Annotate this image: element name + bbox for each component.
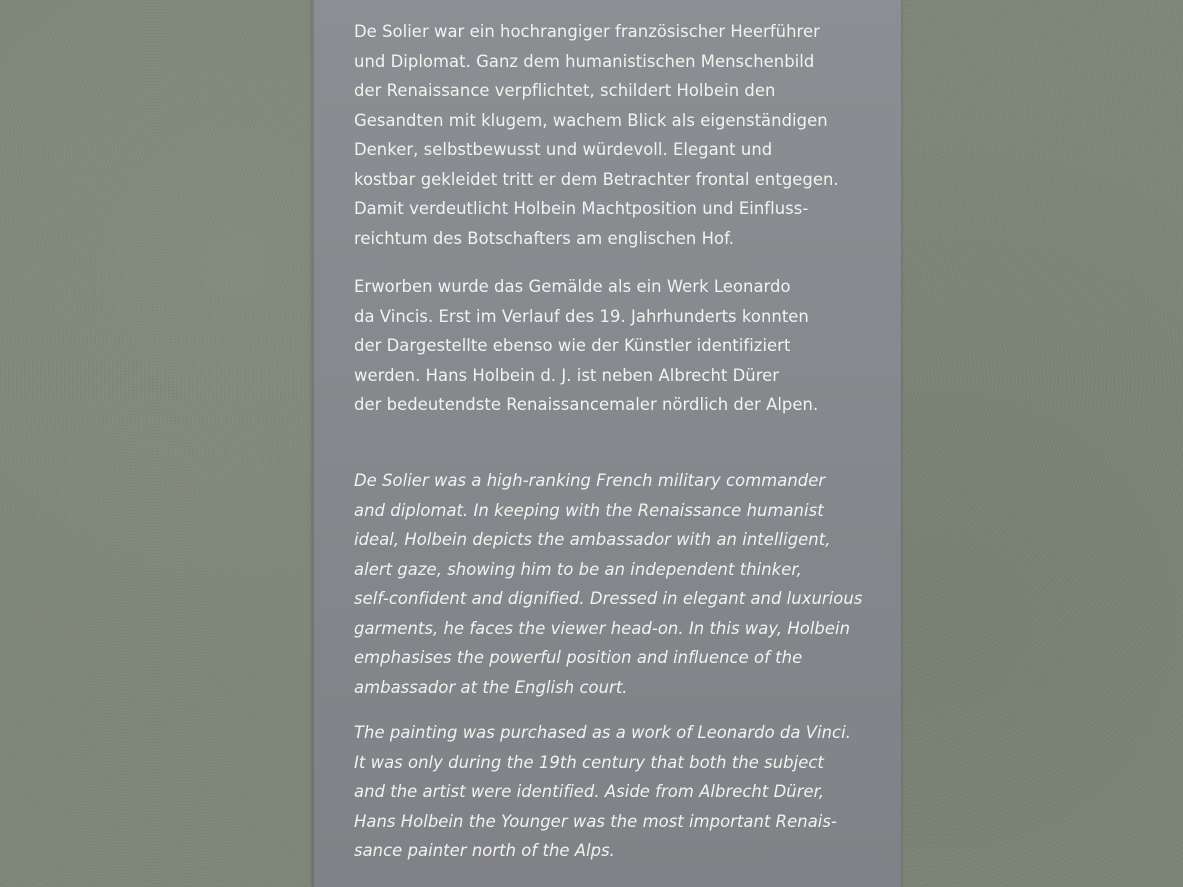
german-paragraph-2: Erworben wurde das Gemälde als ein Werk Leonardo da Vincis. Erst im Verlauf des 19. Jahrhunderts konnten der Dargestellte ebenso wie der Künstler identifiziert werden. Hans Holbein d. J. ist neben Albrecht Dürer der bedeutendste Renaissancemaler nördlich der Alpen. bbox=[354, 277, 819, 414]
museum-label-panel bbox=[312, 0, 901, 887]
english-paragraph-2: The painting was purchased as a work of Leonardo da Vinci. It was only during the 19th century that both the subject and the artist were identified. Aside from Albrecht Dürer, Hans Holbein the Younger was the most important Renais- sance painter north of the Alps. bbox=[354, 723, 851, 860]
panel-edge-shadow bbox=[312, 0, 314, 887]
german-paragraph-1: De Solier war ein hochrangiger französischer Heerführer und Diplomat. Ganz dem humanistischen Menschenbild der Renaissance verpflichtet, schildert Holbein den Gesandten mit klugem, wachem Blick als eigenständigen Denker, selbstbewusst und würdevoll. Elegant und kostbar gekleidet tritt er dem Betrachter frontal entgegen. Damit verdeutlicht Holbein Machtposition und Einfluss- reichtum des Botschafters am englischen Hof. bbox=[354, 22, 839, 248]
english-paragraph-1: De Solier was a high-ranking French military commander and diplomat. In keeping with the Renaissance humanist ideal, Holbein depicts the ambassador with an intelligent, alert gaze, showing him to be an independent thinker, self-confident and dignified. Dressed in elegant and luxurious garments, he faces the viewer head-on. In this way, Holbein emphasises the powerful position and influence of the ambassador at the English court. bbox=[354, 471, 863, 697]
